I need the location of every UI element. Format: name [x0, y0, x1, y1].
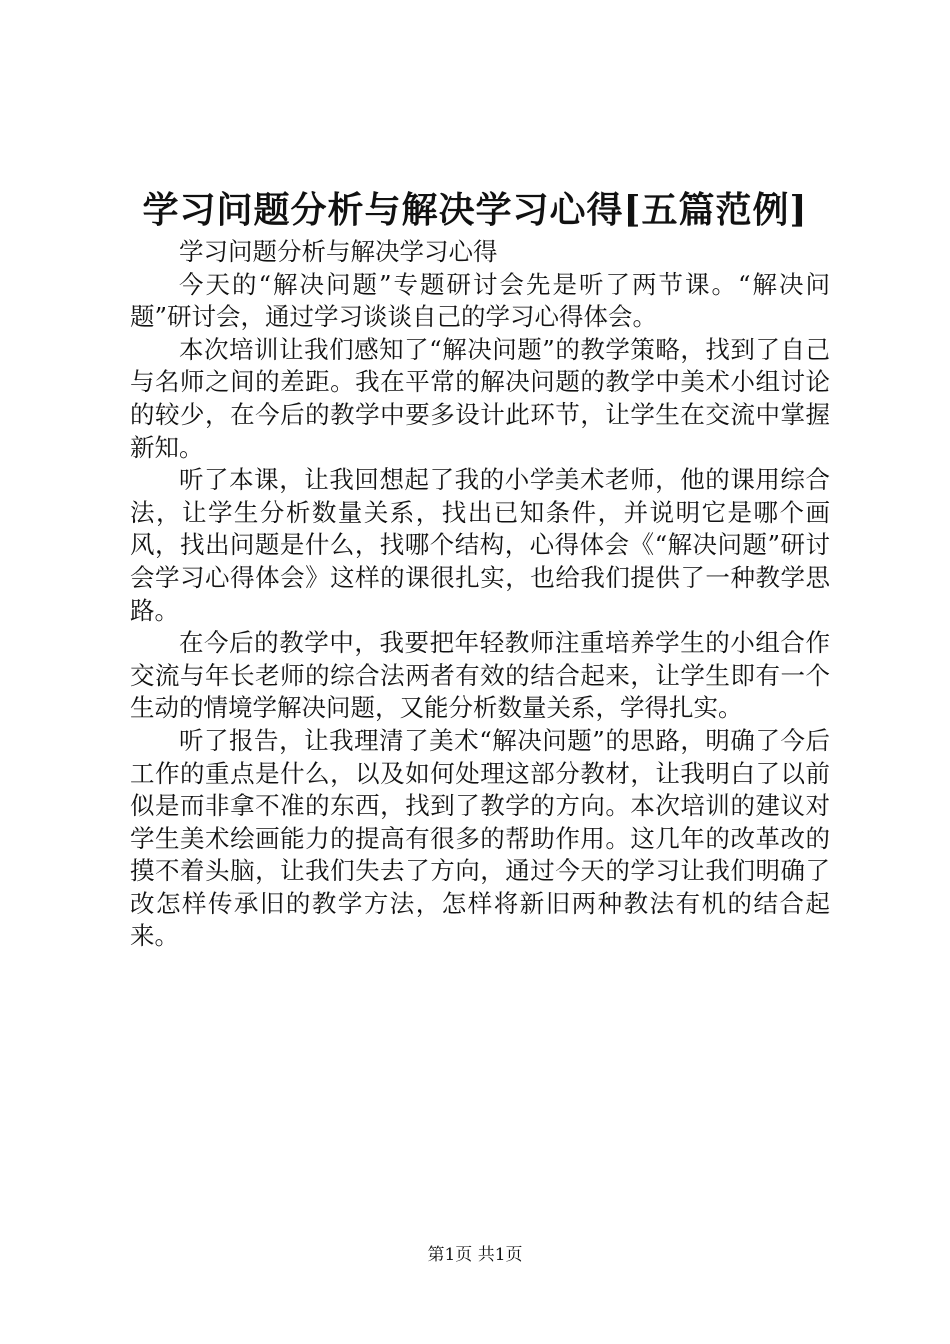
document-title: 学习问题分析与解决学习心得[五篇范例]	[142, 189, 808, 231]
paragraph: 听了报告，让我理清了美术“解决问题”的思路，明确了今后工作的重点是什么，以及如何处理这部分教材，让我明白了以前似是而非拿不准的东西，找到了教学的方向。本次培训的建议对学生美术绘画能力的提高有很多的帮助作用。这几年的改革改的摸不着头脑，让我们失去了方向，通过今天的学习让我们明确了改怎样传承旧的教学方法，怎样将新旧两种教法有机的结合起来。	[130, 725, 830, 951]
paragraph: 今天的“解决问题”专题研讨会先是听了两节课。“解决问题”研讨会，通过学习谈谈自己的学习心得体会。	[130, 269, 830, 332]
page-footer: 第1页 共1页	[427, 1245, 523, 1265]
paragraph: 本次培训让我们感知了“解决问题”的教学策略，找到了自己与名师之间的差距。我在平常的解决问题的教学中美术小组讨论的较少，在今后的教学中要多设计此环节，让学生在交流中掌握新知。	[130, 334, 830, 462]
document-body	[130, 236, 830, 953]
paragraph-subtitle: 学习问题分析与解决学习心得	[179, 237, 498, 266]
paragraph: 听了本课，让我回想起了我的小学美术老师，他的课用综合法，让学生分析数量关系，找出已知条件，并说明它是哪个画风，找出问题是什么，找哪个结构，心得体会《“解决问题”研讨会学习心得体会》这样的课很扎实，也给我们提供了一种教学思路。	[130, 465, 830, 625]
paragraph: 在今后的教学中，我要把年轻教师注重培养学生的小组合作交流与年长老师的综合法两者有效的结合起来，让学生即有一个生动的情境学解决问题，又能分析数量关系，学得扎实。	[130, 628, 830, 723]
